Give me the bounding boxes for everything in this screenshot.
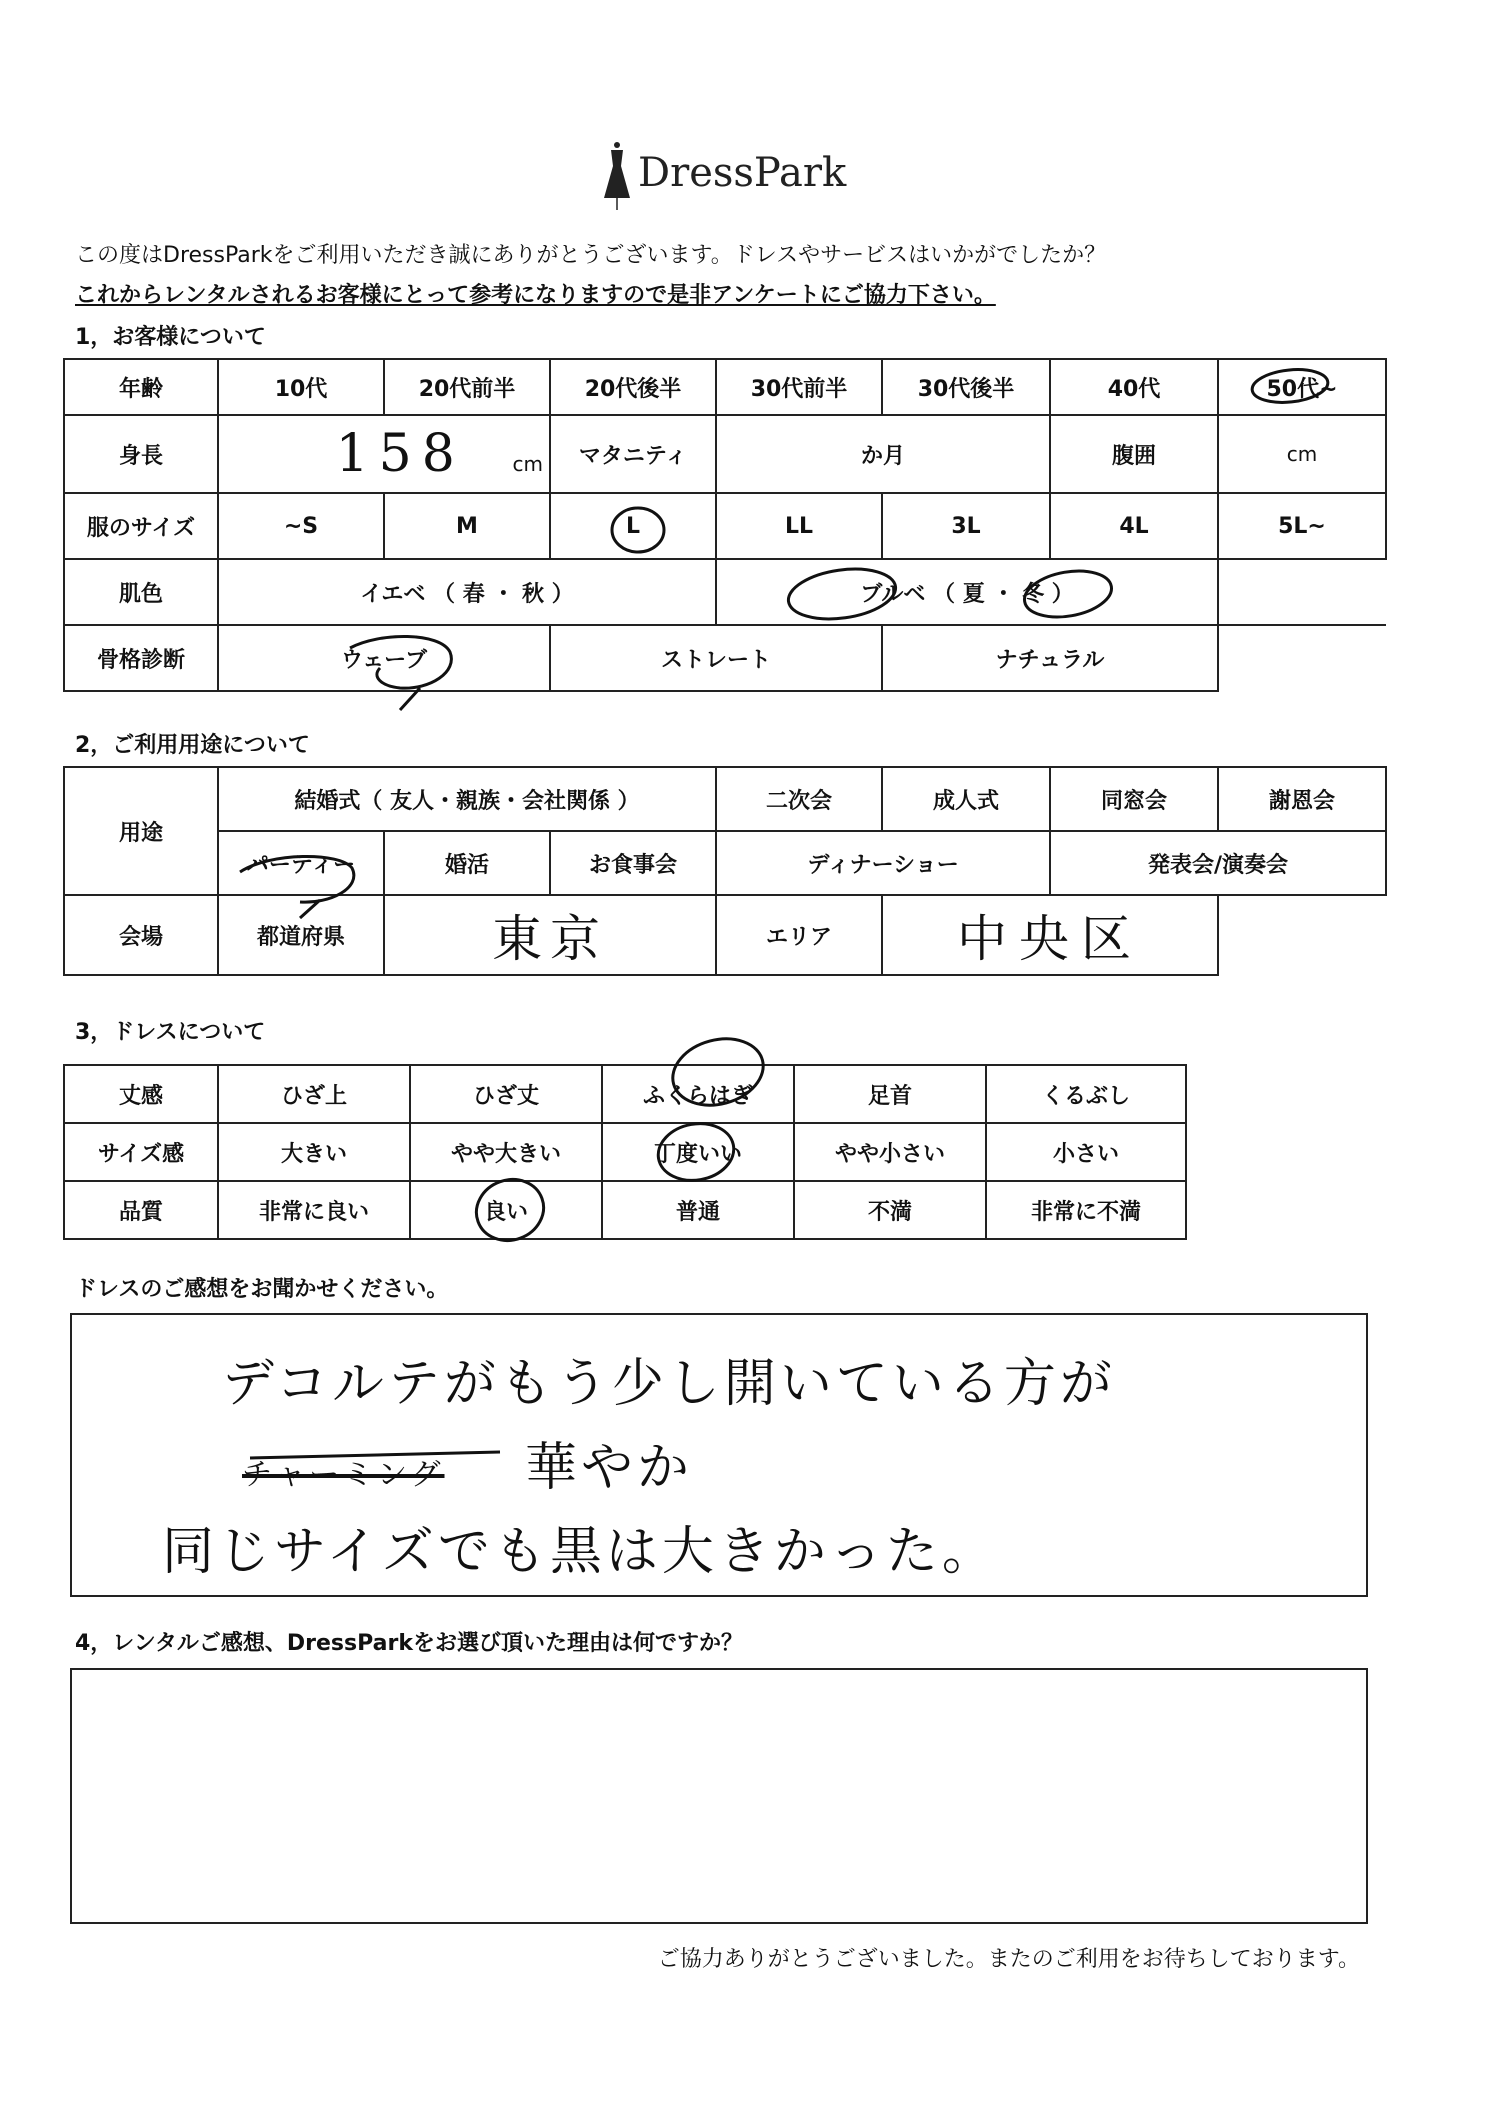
purpose-option[interactable]: 発表会/演奏会 [1050,831,1386,895]
venue-label: 会場 [64,895,218,975]
quality-option[interactable]: 非常に良い [218,1181,410,1239]
skin-option-yellow[interactable]: イエベ （ 春 ・ 秋 ） [218,559,716,625]
height-field[interactable] [218,415,550,493]
length-option[interactable]: 足首 [794,1065,986,1123]
prefecture-value: 東京 [492,910,609,968]
paren: （ [933,581,956,607]
purpose-option[interactable]: ディナーショー [716,831,1050,895]
purpose-option[interactable]: 結婚式（ 友人・親族・会社関係 ） [218,767,716,831]
comment-line-2-text: 華やか [525,1438,694,1498]
quality-option[interactable]: 不満 [794,1181,986,1239]
comment-line-3: 同じサイズでも黒は大きかった。 [162,1522,998,1582]
skin-blue-label: ブルベ [860,581,926,607]
section-2-title: 2，ご利用用途について [75,733,310,758]
brand-name: DressPark [638,150,847,196]
area-field[interactable] [882,895,1218,975]
age-option[interactable]: 40代 [1050,359,1218,415]
comments-title: ドレスのご感想をお聞かせください。 [75,1277,449,1302]
frame-option-selected[interactable]: ウェーブ [218,625,550,691]
skin-label: 肌色 [64,559,218,625]
frame-label: 骨格診断 [64,625,218,691]
skin-summer: 夏 [962,581,985,607]
waist-field[interactable] [1218,415,1386,493]
empty-cell [1218,559,1386,625]
size-option[interactable]: M [384,493,550,559]
age-option[interactable]: 30代前半 [716,359,882,415]
age-option-selected[interactable]: 50代~ [1218,359,1386,415]
intro-line-1: この度はDressParkをご利用いただき誠にありがとうございます。ドレスやサービスはいかがでしたか？ [75,243,1107,268]
maternity-field[interactable] [716,415,1050,493]
comments-box[interactable] [70,1313,1368,1597]
height-value: 158 [335,424,465,484]
purpose-option-selected[interactable]: パーティー [218,831,384,895]
intro-line-2: これからレンタルされるお客様にとって参考になりますので是非アンケートにご協力下さい。 [75,283,996,308]
skin-winter: 冬 [1022,581,1045,607]
size-option[interactable]: 4L [1050,493,1218,559]
comment-line-1: デコルテがもう少し開いている方が [222,1354,1116,1414]
prefecture-label: 都道府県 [218,895,384,975]
empty-cell [1218,895,1386,975]
area-value: 中央区 [957,910,1144,968]
age-label: 年齢 [64,359,218,415]
customer-table [63,358,1387,692]
size-option[interactable]: 3L [882,493,1050,559]
quality-option-selected[interactable]: 良い [410,1181,602,1239]
maternity-unit: か月 [860,443,905,469]
height-unit: cm [512,452,543,476]
purpose-option[interactable]: 婚活 [384,831,550,895]
comment-line-2 [242,1425,693,1500]
paren: ） [1051,581,1074,607]
purpose-option[interactable]: お食事会 [550,831,716,895]
length-option[interactable]: ひざ丈 [410,1065,602,1123]
size-label: 服のサイズ [64,493,218,559]
section-4-title: 4，レンタルご感想、DressParkをお選び頂いた理由は何ですか？ [75,1631,743,1656]
length-option[interactable]: くるぶし [986,1065,1186,1123]
fit-option[interactable]: やや大きい [410,1123,602,1181]
footer-thanks: ご協力ありがとうございました。またのご利用をお待ちしております。 [657,1947,1360,1972]
purpose-label: 用途 [64,767,218,895]
fit-option-selected[interactable]: 丁度いい [602,1123,794,1181]
age-option[interactable]: 20代後半 [550,359,716,415]
quality-option[interactable]: 非常に不満 [986,1181,1186,1239]
fit-label: サイズ感 [64,1123,218,1181]
section-1-title: 1，お客様について [75,325,266,350]
dress-table [63,1064,1187,1240]
fit-option[interactable]: 大きい [218,1123,410,1181]
frame-option[interactable]: ナチュラル [882,625,1218,691]
rental-comments-box[interactable] [70,1668,1368,1924]
length-label: 丈感 [64,1065,218,1123]
length-option-selected[interactable]: ふくらはぎ [602,1065,794,1123]
frame-option[interactable]: ストレート [550,625,882,691]
prefecture-field[interactable] [384,895,716,975]
size-option[interactable]: ~S [218,493,384,559]
length-option[interactable]: ひざ上 [218,1065,410,1123]
quality-option[interactable]: 普通 [602,1181,794,1239]
empty-cell [1218,625,1386,691]
area-label: エリア [716,895,882,975]
fit-option[interactable]: やや小さい [794,1123,986,1181]
age-option[interactable]: 20代前半 [384,359,550,415]
waist-label: 腹囲 [1050,415,1218,493]
purpose-option[interactable]: 成人式 [882,767,1050,831]
usage-table [63,766,1387,976]
maternity-label: マタニティ [550,415,716,493]
skin-option-blue[interactable]: ブルベ （ 夏 ・ 冬 ） [716,559,1218,625]
quality-label: 品質 [64,1181,218,1239]
brand-logo [600,140,900,220]
age-option[interactable]: 30代後半 [882,359,1050,415]
age-option[interactable]: 10代 [218,359,384,415]
comment-struck-text: チャーミング [242,1457,445,1493]
purpose-option[interactable]: 謝恩会 [1218,767,1386,831]
dress-icon [600,140,634,212]
size-option[interactable]: 5L~ [1218,493,1386,559]
purpose-option[interactable]: 同窓会 [1050,767,1218,831]
fit-option[interactable]: 小さい [986,1123,1186,1181]
height-label: 身長 [64,415,218,493]
size-option[interactable]: LL [716,493,882,559]
section-3-title: 3，ドレスについて [75,1020,266,1045]
purpose-option[interactable]: 二次会 [716,767,882,831]
waist-unit: cm [1286,442,1318,466]
size-option-selected[interactable]: L [550,493,716,559]
